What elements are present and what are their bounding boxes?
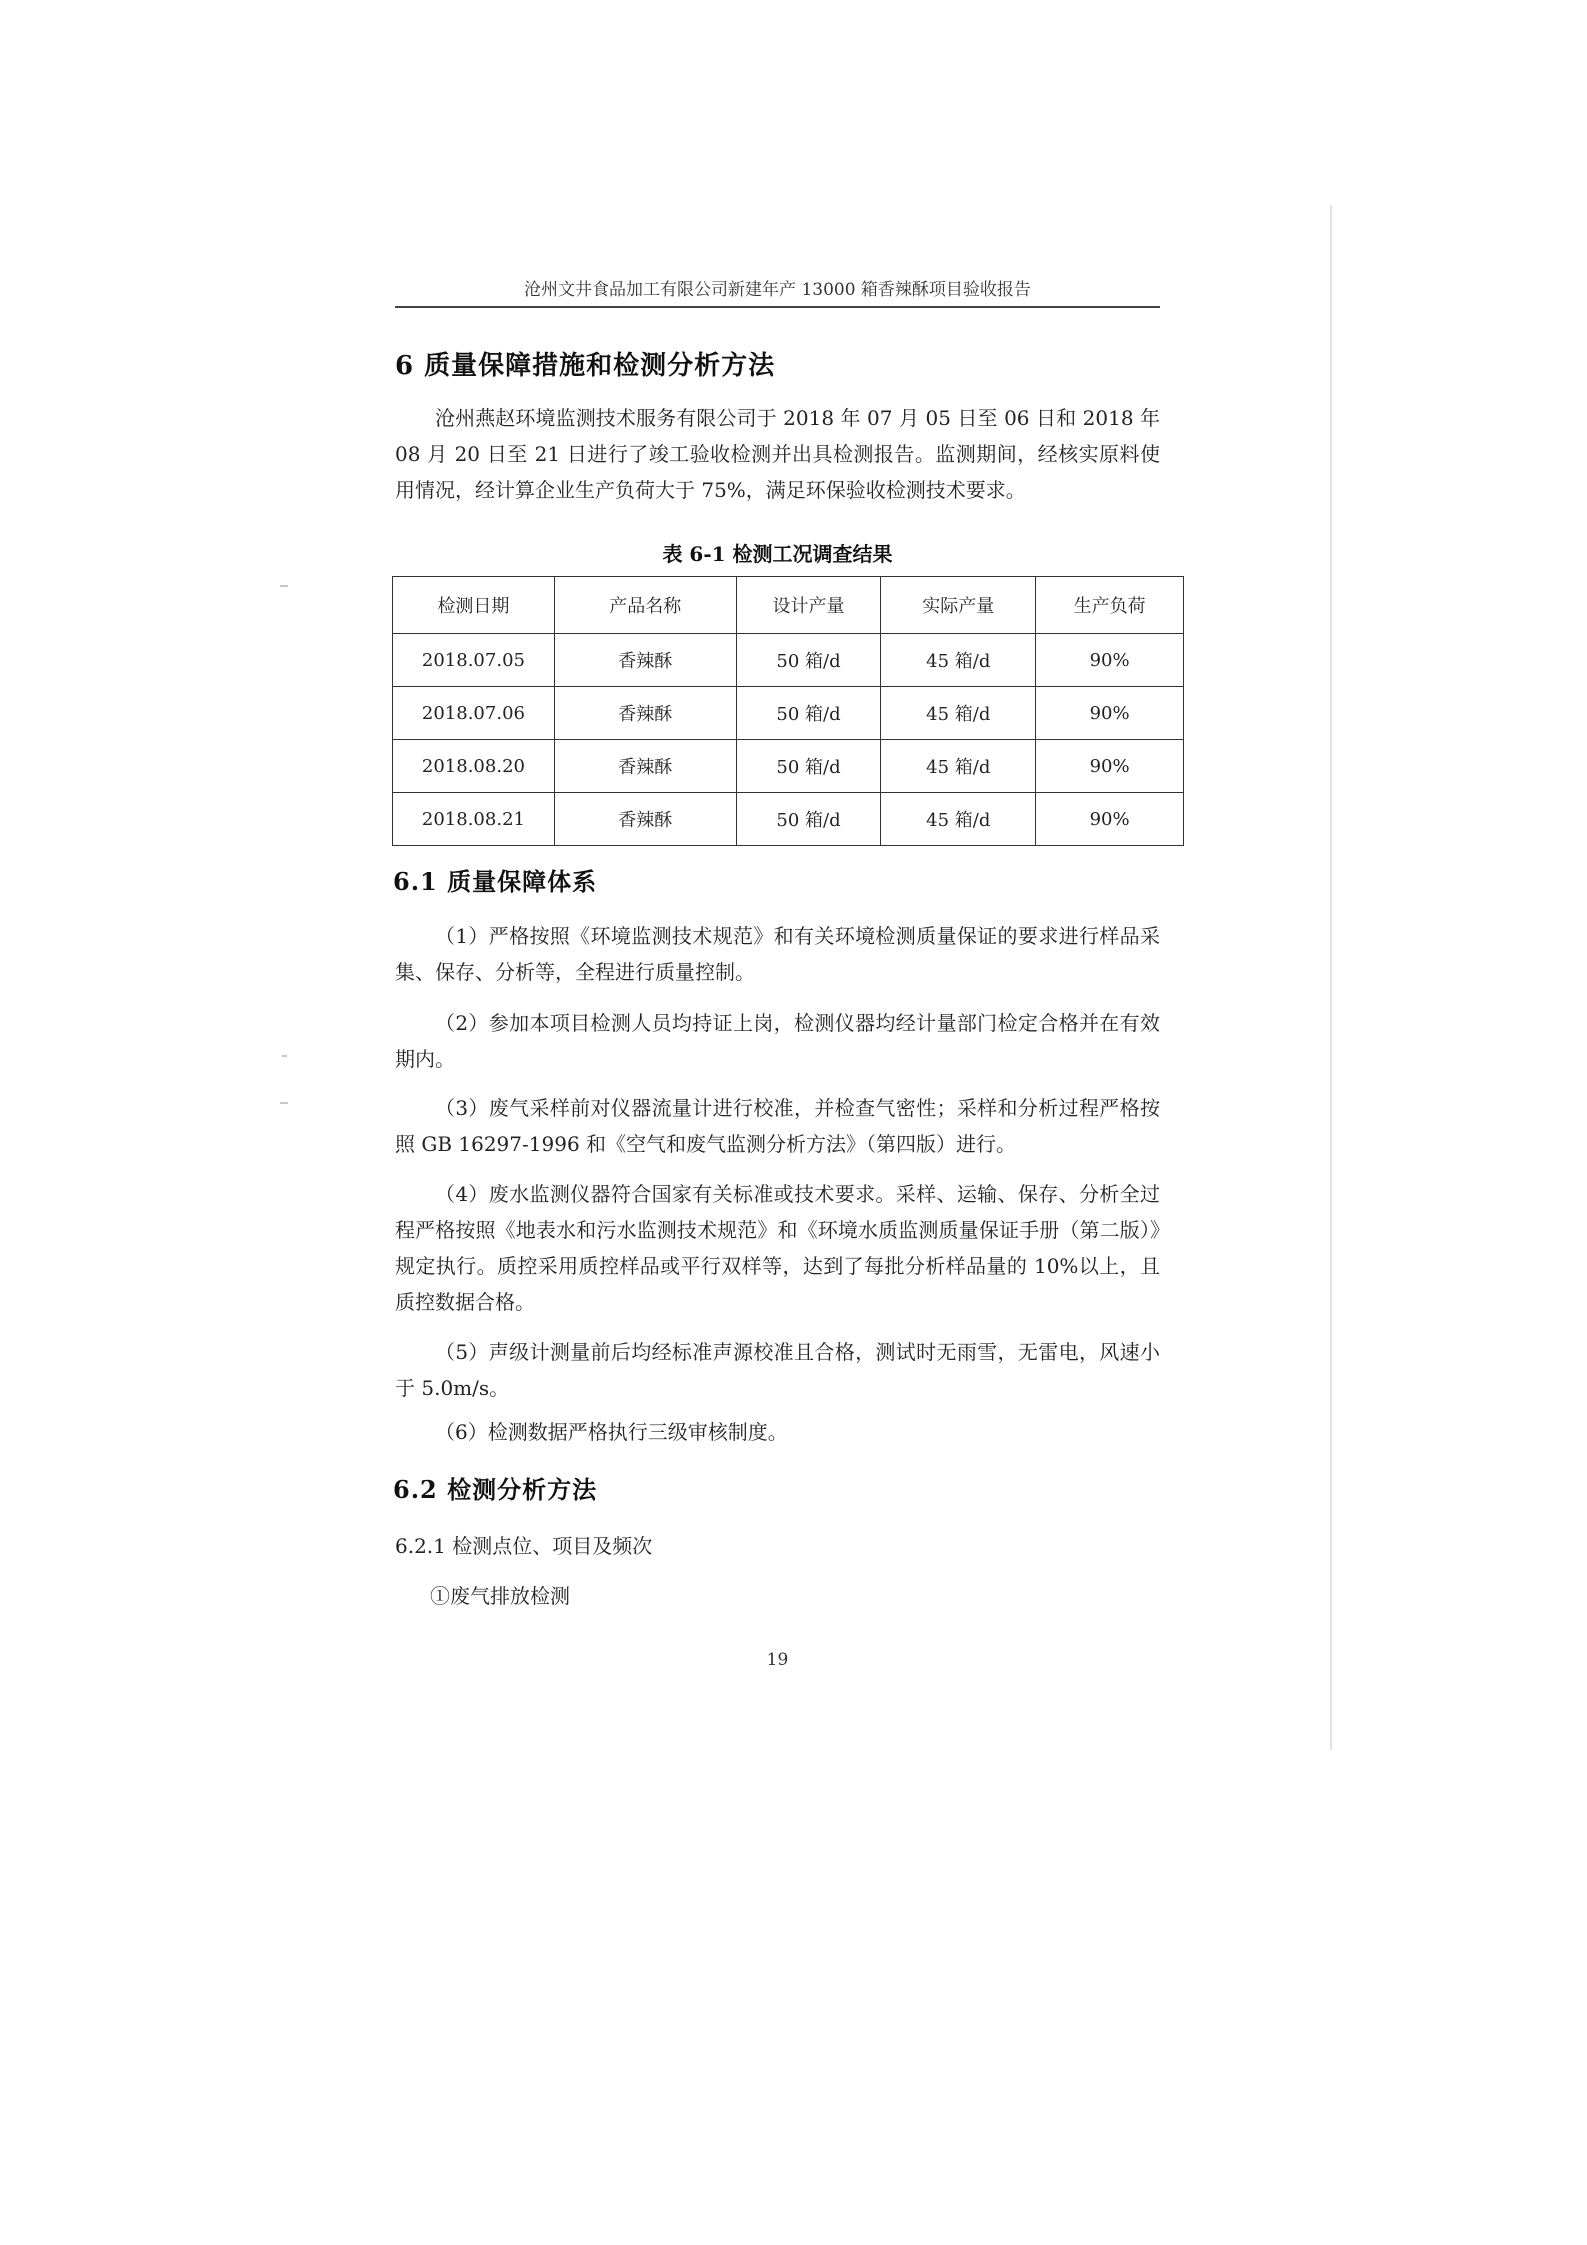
cell-design-output: 50 箱/d (736, 634, 881, 687)
header-actual-output: 实际产量 (881, 577, 1036, 634)
cell-load: 90% (1036, 793, 1184, 846)
header-design-output: 设计产量 (736, 577, 881, 634)
header-product: 产品名称 (554, 577, 736, 634)
qa-item-4: （4）废水监测仪器符合国家有关标准或技术要求。采样、运输、保存、分析全过程严格按照《地表水和污水监测技术规范》和《环境水质监测质量保证手册（第二版）》规定执行。质控采用质控样品或平行双样等，达到了每批分析样品量的 10%以上，且质控数据合格。 (395, 1182, 1160, 1314)
qa-item-1: （1）严格按照《环境监测技术规范》和有关环境检测质量保证的要求进行样品采集、保存、分析等，全程进行质量控制。 (395, 924, 1160, 984)
qa-item-5: （5）声级计测量前后均经标准声源校准且合格，测试时无雨雪，无雷电，风速小于 5.0m/s。 (395, 1340, 1160, 1400)
section-6-intro: 沧州燕赵环境监测技术服务有限公司于 2018 年 07 月 05 日至 06 日和 2018 年 08 月 20 日至 21 日进行了竣工验收检测并出具检测报告。监测期间，经核实原料使用情况，经计算企业生产负荷大于 75%，满足环保验收检测技术要求。 (395, 406, 1160, 502)
cell-product: 香辣酥 (554, 634, 736, 687)
header-load: 生产负荷 (1036, 577, 1184, 634)
cell-design-output: 50 箱/d (736, 687, 881, 740)
qa-item-6: （6）检测数据严格执行三级审核制度。 (435, 1420, 788, 1444)
cell-load: 90% (1036, 634, 1184, 687)
table-row (393, 634, 1184, 687)
cell-date: 2018.08.21 (393, 793, 555, 846)
cell-product: 香辣酥 (554, 793, 736, 846)
working-condition-table (392, 576, 1184, 846)
cell-product: 香辣酥 (554, 740, 736, 793)
section-6-title: 6 质量保障措施和检测分析方法 (395, 351, 776, 381)
cell-actual-output: 45 箱/d (881, 687, 1036, 740)
table-row (393, 687, 1184, 740)
table-row (393, 740, 1184, 793)
cell-actual-output: 45 箱/d (881, 634, 1036, 687)
section-6-2-title: 6.2 检测分析方法 (393, 1475, 598, 1504)
cell-actual-output: 45 箱/d (881, 793, 1036, 846)
cell-actual-output: 45 箱/d (881, 740, 1036, 793)
cell-date: 2018.08.20 (393, 740, 555, 793)
scan-speck (280, 1102, 288, 1104)
qa-item-2: （2）参加本项目检测人员均持证上岗，检测仪器均经计量部门检定合格并在有效期内。 (395, 1011, 1160, 1071)
header-date: 检测日期 (393, 577, 555, 634)
header-rule (395, 306, 1160, 308)
exhaust-gas-item: ①废气排放检测 (430, 1584, 570, 1608)
scan-speck (282, 1055, 287, 1057)
table-header-row (393, 577, 1184, 634)
cell-date: 2018.07.05 (393, 634, 555, 687)
cell-load: 90% (1036, 687, 1184, 740)
qa-item-3: （3）废气采样前对仪器流量计进行校准，并检查气密性；采样和分析过程严格按照 GB 16297-1996 和《空气和废气监测分析方法》（第四版）进行。 (395, 1096, 1160, 1156)
cell-design-output: 50 箱/d (736, 793, 881, 846)
table-caption: 表 6-1 检测工况调查结果 (662, 542, 893, 566)
scan-speck (280, 585, 288, 587)
cell-product: 香辣酥 (554, 687, 736, 740)
section-6-1-title: 6.1 质量保障体系 (393, 867, 598, 896)
table-row (393, 793, 1184, 846)
section-6-2-1-title: 6.2.1 检测点位、项目及频次 (395, 1534, 653, 1558)
cell-date: 2018.07.06 (393, 687, 555, 740)
cell-design-output: 50 箱/d (736, 740, 881, 793)
cell-load: 90% (1036, 740, 1184, 793)
scan-edge-line (1330, 205, 1332, 1750)
running-header: 沧州文井食品加工有限公司新建年产 13000 箱香辣酥项目验收报告 (524, 280, 1031, 300)
page-number: 19 (766, 1650, 789, 1670)
